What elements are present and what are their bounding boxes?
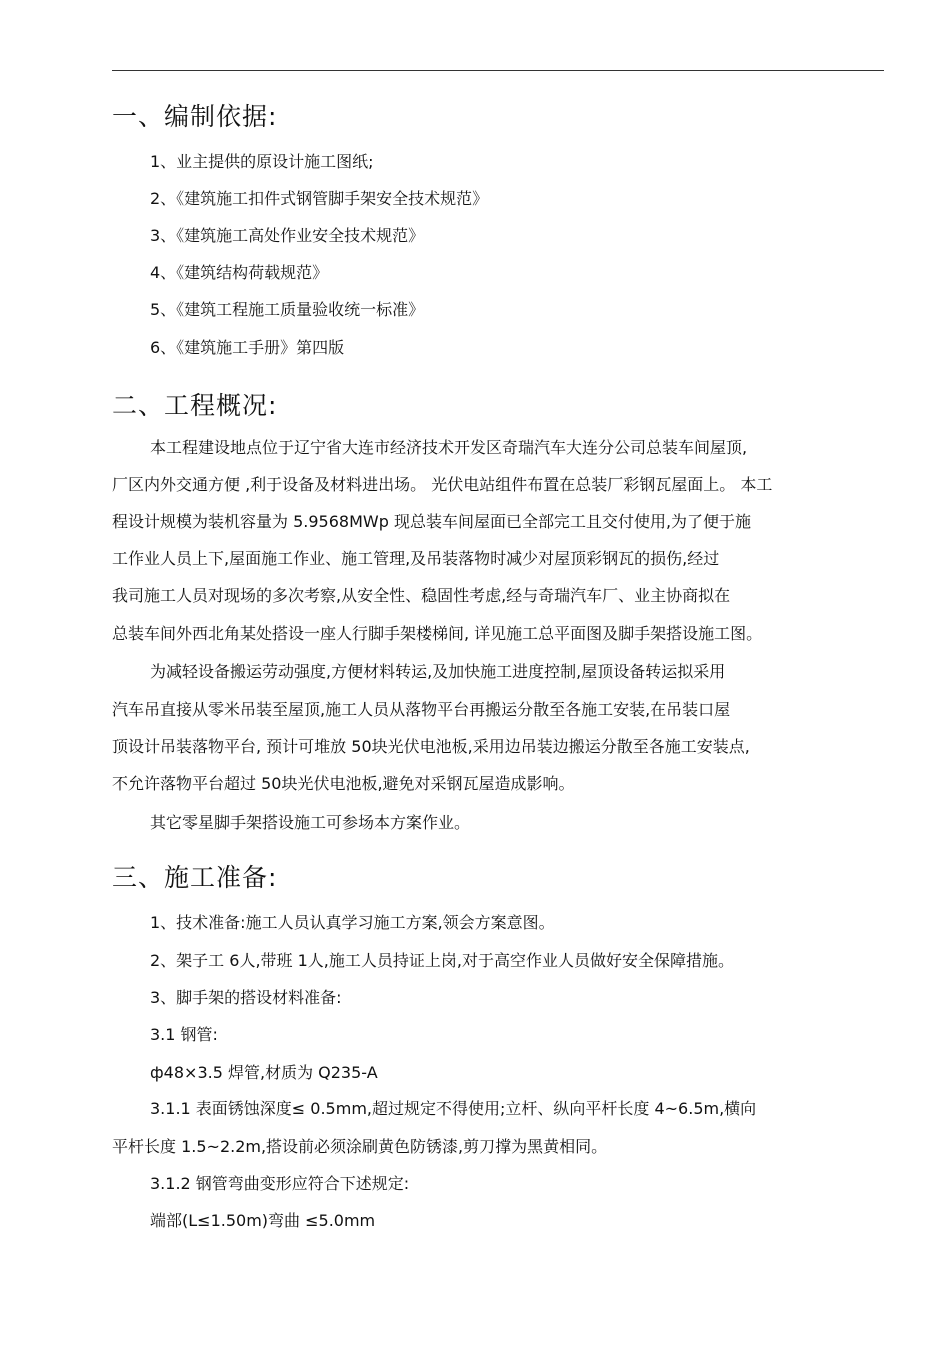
paragraph-line: 2、架子工 6人,带班 1人,施工人员持证上岗,对于高空作业人员做好安全保障措施。: [150, 951, 734, 970]
paragraph-line: 平杆长度 1.5~2.2m,搭设前必须涂刷黄色防锈漆,剪刀撑为黑黄相同。: [112, 1137, 608, 1156]
paragraph-line: 为减轻设备搬运劳动强度,方便材料转运,及加快施工进度控制,屋顶设备转运拟采用: [150, 662, 726, 681]
paragraph-line: ф48×3.5 焊管,材质为 Q235-A: [150, 1063, 378, 1082]
paragraph-line: 顶设计吊装落物平台, 预计可堆放 50块光伏电池板,采用边吊装边搬运分散至各施工安装点,: [112, 737, 750, 756]
paragraph-line: 我司施工人员对现场的多次考察,从安全性、稳固性考虑,经与奇瑞汽车厂、业主协商拟在: [112, 586, 731, 605]
section3-heading: 三、施工准备:: [112, 863, 278, 892]
paragraph-line: 3.1 钢管:: [150, 1025, 218, 1044]
paragraph-line: 3.1.1 表面锈蚀深度≤ 0.5mm,超过规定不得使用;立杆、纵向平杆长度 4~6.5m,横向: [150, 1099, 757, 1118]
section1-item: 2、《建筑施工扣件式钢管脚手架安全技术规范》: [150, 189, 489, 208]
paragraph-line: 厂区内外交通方便 ,利于设备及材料进出场。 光伏电站组件布置在总装厂彩钢瓦屋面上。 本工: [112, 475, 773, 494]
section1-item: 4、《建筑结构荷载规范》: [150, 263, 329, 282]
section1-item: 5、《建筑工程施工质量验收统一标准》: [150, 300, 425, 319]
paragraph-line: 3、脚手架的搭设材料准备:: [150, 988, 342, 1007]
section1-heading: 一、编制依据:: [112, 102, 278, 131]
paragraph-line: 1、技术准备:施工人员认真学习施工方案,领会方案意图。: [150, 913, 555, 932]
paragraph-line: 不允许落物平台超过 50块光伏电池板,避免对采钢瓦屋造成影响。: [112, 774, 575, 793]
paragraph-line: 其它零星脚手架搭设施工可参场本方案作业。: [150, 813, 471, 832]
section2-heading: 二、工程概况:: [112, 391, 278, 420]
paragraph-line: 3.1.2 钢管弯曲变形应符合下述规定:: [150, 1174, 410, 1193]
paragraph-line: 程设计规模为装机容量为 5.9568MWp 现总装车间屋面已全部完工且交付使用,为了便于施: [112, 512, 752, 531]
paragraph-line: 汽车吊直接从零米吊装至屋顶,施工人员从落物平台再搬运分散至各施工安装,在吊装口屋: [112, 700, 731, 719]
paragraph-line: 端部(L≤1.50m)弯曲 ≤5.0mm: [150, 1211, 376, 1230]
section1-item: 6、《建筑施工手册》第四版: [150, 338, 345, 357]
section1-item: 1、业主提供的原设计施工图纸;: [150, 152, 374, 171]
paragraph-line: 工作业人员上下,屋面施工作业、施工管理,及吊装落物时减少对屋顶彩钢瓦的损伤,经过: [112, 549, 720, 568]
paragraph-line: 本工程建设地点位于辽宁省大连市经济技术开发区奇瑞汽车大连分公司总装车间屋顶,: [150, 438, 748, 457]
section1-item: 3、《建筑施工高处作业安全技术规范》: [150, 226, 425, 245]
header-rule: [112, 70, 884, 71]
paragraph-line: 总装车间外西北角某处搭设一座人行脚手架楼梯间, 详见施工总平面图及脚手架搭设施工图。: [112, 624, 763, 643]
